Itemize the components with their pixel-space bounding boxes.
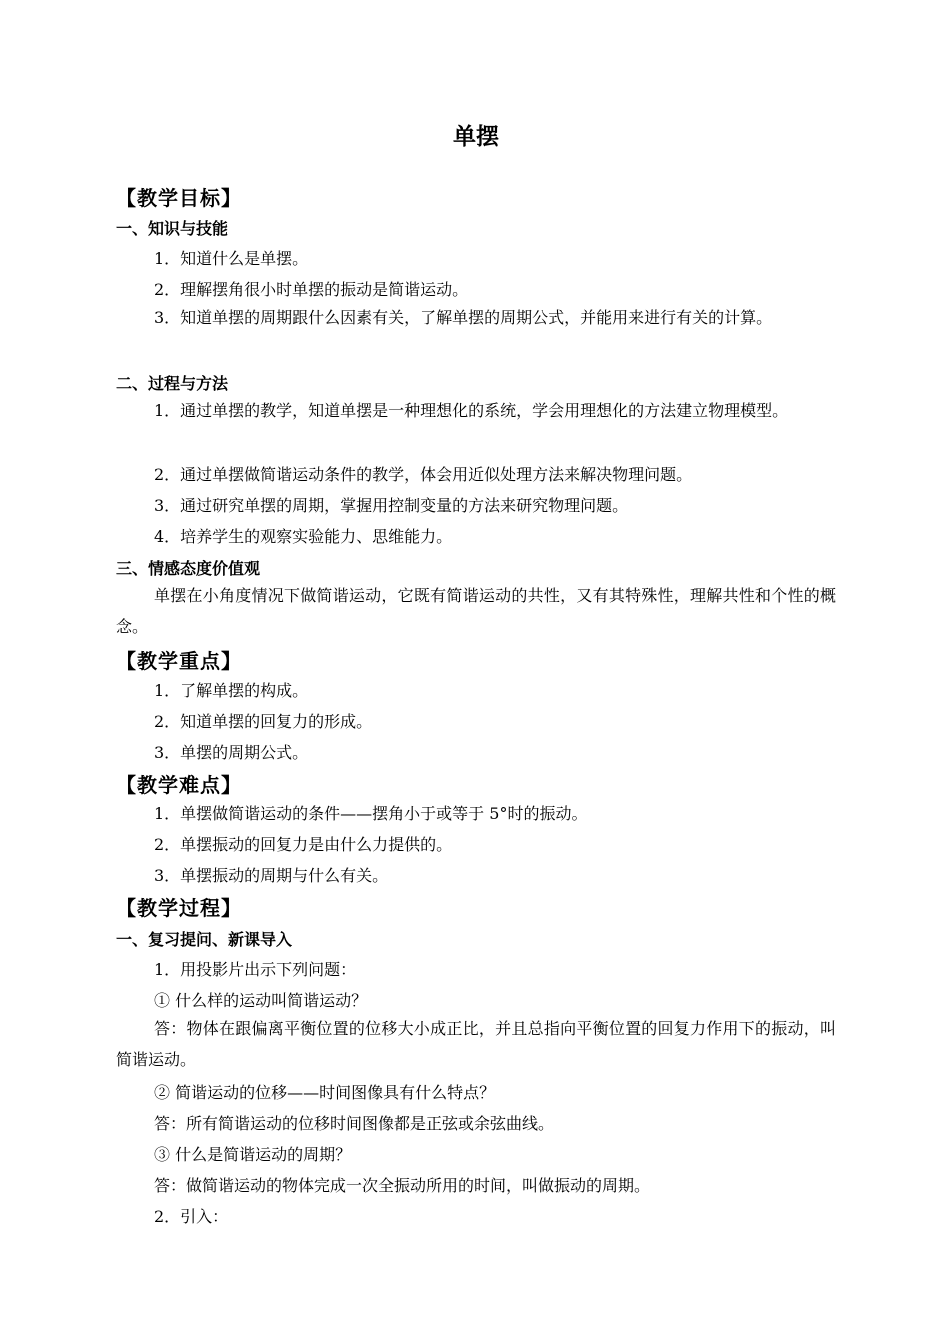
list-item: 2．引入： <box>154 1207 229 1226</box>
subheading-review: 一、复习提问、新课导入 <box>116 930 293 949</box>
list-item: 3．单摆振动的周期与什么有关。 <box>154 866 389 885</box>
subheading-knowledge: 一、知识与技能 <box>116 219 229 238</box>
section-heading-key-points: 【教学重点】 <box>116 649 242 673</box>
question: ① 什么样的运动叫简谐运动？ <box>154 991 368 1010</box>
list-item: 3．单摆的周期公式。 <box>154 743 309 762</box>
answer: 答：物体在跟偏离平衡位置的位移大小成正比，并且总指向平衡位置的回复力作用下的振动，叫简谐运动。 <box>116 1019 836 1069</box>
list-item: 2．知道单摆的回复力的形成。 <box>154 712 373 731</box>
list-item: 1．用投影片出示下列问题： <box>154 960 357 979</box>
list-item: 2．通过单摆做简谐运动条件的教学，体会用近似处理方法来解决物理问题。 <box>154 465 693 484</box>
section-heading-process: 【教学过程】 <box>116 896 242 920</box>
list-item: 1．了解单摆的构成。 <box>154 681 309 700</box>
page-title: 单摆 <box>453 124 499 150</box>
list-item: 3．通过研究单摆的周期，掌握用控制变量的方法来研究物理问题。 <box>154 496 629 515</box>
question: ③ 什么是简谐运动的周期？ <box>154 1145 352 1164</box>
answer: 答：所有简谐运动的位移时间图像都是正弦或余弦曲线。 <box>154 1114 555 1133</box>
paragraph: 3．知道单摆的周期跟什么因素有关，了解单摆的周期公式，并能用来进行有关的计算。 <box>154 308 773 327</box>
section-heading-objectives: 【教学目标】 <box>116 186 242 210</box>
list-item: 4．培养学生的观察实验能力、思维能力。 <box>154 527 453 546</box>
paragraph: 单摆在小角度情况下做简谐运动，它既有简谐运动的共性，又有其特殊性，理解共性和个性的概念。 <box>116 586 836 636</box>
subheading-values: 三、情感态度价值观 <box>116 559 261 578</box>
list-item: 2．理解摆角很小时单摆的振动是简谐运动。 <box>154 280 469 299</box>
question: ② 简谐运动的位移——时间图像具有什么特点？ <box>154 1083 496 1102</box>
list-item: 1．单摆做简谐运动的条件——摆角小于或等于 5°时的振动。 <box>154 804 588 823</box>
section-heading-difficulties: 【教学难点】 <box>116 773 242 797</box>
subheading-method: 二、过程与方法 <box>116 374 229 393</box>
list-item: 1．知道什么是单摆。 <box>154 249 309 268</box>
list-item: 2．单摆振动的回复力是由什么力提供的。 <box>154 835 453 854</box>
paragraph: 1．通过单摆的教学，知道单摆是一种理想化的系统，学会用理想化的方法建立物理模型。 <box>154 401 789 420</box>
answer: 答：做简谐运动的物体完成一次全振动所用的时间，叫做振动的周期。 <box>154 1176 651 1195</box>
